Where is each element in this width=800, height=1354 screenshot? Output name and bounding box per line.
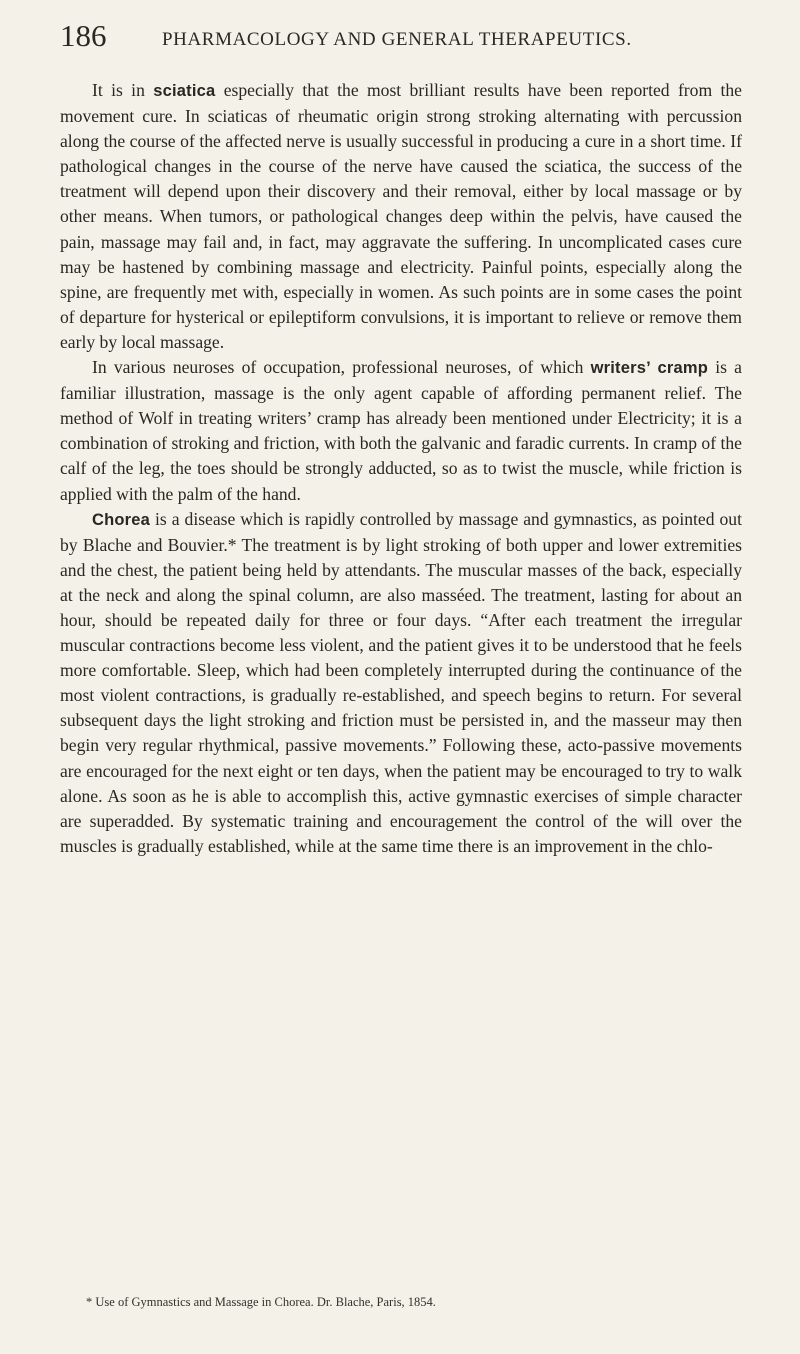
paragraph-text: is a familiar illustration, massage is the only agent capable of affording permanent relief. The method of Wolf in treating writers’ cramp has already been mentioned under Electricity; it is a combination of stroking and friction, with both the galvanic and faradic currents. In cramp of the calf of the leg, the toes should be strongly adducted, so as to twist the muscle, while friction is applied with the palm of the hand.: [60, 357, 742, 504]
running-title: PHARMACOLOGY AND GENERAL THERAPEUTICS.: [162, 29, 632, 50]
paragraph-lead: It is in: [92, 80, 154, 100]
sidehead-sciatica: sciatica: [153, 82, 216, 100]
paragraph-chorea: [60, 507, 742, 859]
running-head: [60, 18, 730, 58]
paragraph-text: is a disease which is rapidly controlled by massage and gymnastics, as pointed out by Blache and Bouvier.* The treatment is by light stroking of both upper and lower extremities and the chest, the patient being held by attendants. The muscular masses of the back, especially at the neck and along the spinal column, are also masséed. The treatment, lasting for about an hour, should be repeated daily for three or four days. “After each treatment the irregular muscular contractions become less violent, and the patient gives it to be understood that he feels more comfortable. Sleep, which had been completely interrupted during the continuance of the most violent contractions, is gradually re-established, and speech begins to return. For several subsequent days the light stroking and friction must be persisted in, and the masseur may then begin very regular rhythmical, passive movements.” Following these, acto-passive movements are encouraged for the next eight or ten days, when the patient may be encouraged to try to walk alone. As soon as he is able to accomplish this, active gymnastic exercises of simple character are superadded. By systematic training and encouragement the control of the will over the muscles is gradually established, while at the same time there is an improvement in the chlo-: [60, 508, 742, 856]
sidehead-chorea: Chorea: [92, 510, 151, 529]
paragraph-sciatica: [60, 78, 742, 355]
paragraph-text: especially that the most brilliant results have been reported from the movement cure. In sciaticas of rheumatic origin strong stroking alternating with percussion along the course of the affected nerve is usually successful in producing a cure in a short time. If pathological changes in the course of the nerve have caused the sciatica, the success of the treatment will depend upon their discovery and their removal, either by local massage or by other means. When tumors, or pathological changes deep within the pelvis, have caused the pain, massage may fail and, in fact, may aggravate the suffering. In uncomplicated cases cure may be hastened by combining massage and electricity. Painful points, especially along the spine, are frequently met with, especially in women. As such points are in some cases the point of departure for hysterical or epileptiform convulsions, it is important to relieve or remove them early by local massage.: [60, 80, 742, 352]
body-text: [60, 78, 742, 859]
paragraph-lead: In various neuroses of occupation, professional neuroses, of which: [92, 357, 591, 378]
sidehead-writers-cramp: writers’ cramp: [590, 359, 709, 378]
paragraph-writers-cramp: [60, 355, 742, 507]
page-number: 186: [60, 18, 107, 53]
footnote: * Use of Gymnastics and Massage in Chorea. Dr. Blache, Paris, 1854.: [86, 1295, 436, 1309]
